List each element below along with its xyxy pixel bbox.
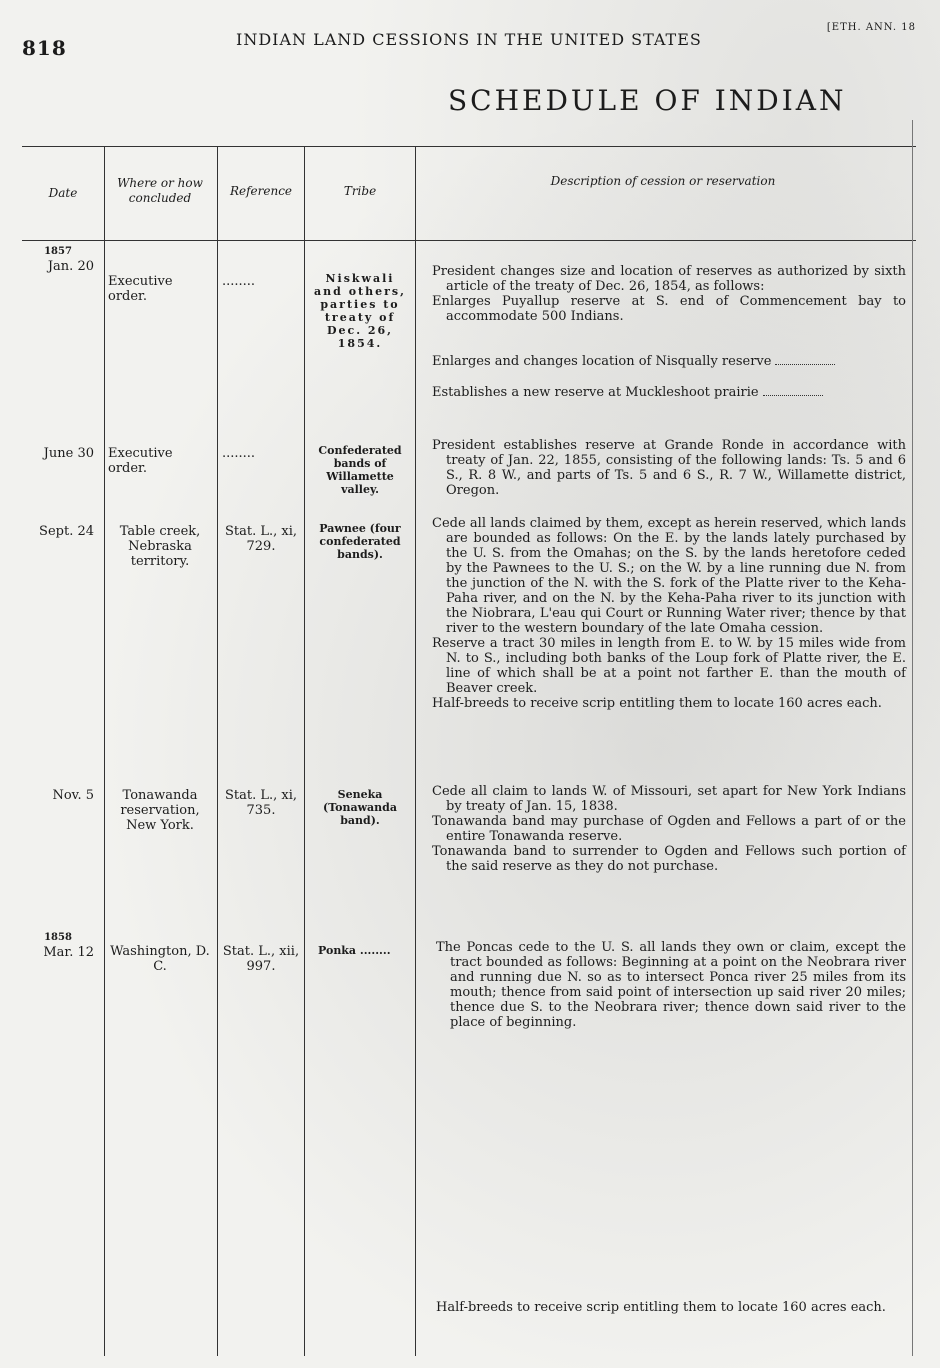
row-description xyxy=(432,438,906,498)
row-reference: ........ xyxy=(222,446,256,461)
col-header-description: Description of cession or reservation xyxy=(550,174,776,188)
row-reference: Stat. L., xi, 735. xyxy=(224,788,298,818)
description-paragraph: Cede all claim to lands W. of Missouri, set apart for New York Indians by treaty of Jan. 15, 1838. xyxy=(432,784,906,814)
row-tribe: Seneka (Tonawanda band). xyxy=(322,788,397,827)
column-divider xyxy=(217,146,218,1356)
row-description xyxy=(436,1300,910,1315)
row-date-text: Mar. 12 xyxy=(43,945,94,960)
col-header-reference: Reference xyxy=(229,184,293,198)
right-border xyxy=(912,120,913,1356)
row-description xyxy=(436,940,906,1030)
row-tribe: Niskwali and others, parties to treaty of Dec. 26, 1854. xyxy=(314,272,406,350)
table-top-rule xyxy=(22,146,916,147)
row-tribe: Pawnee (four confederated bands). xyxy=(319,522,401,561)
row-date xyxy=(22,244,94,274)
row-date: June 30 xyxy=(43,446,94,461)
row-date xyxy=(22,930,94,960)
row-description xyxy=(432,516,906,711)
schedule-title: SCHEDULE OF INDIAN xyxy=(448,84,847,117)
row-where: Table creek, Nebraska territory. xyxy=(119,524,201,569)
description-paragraph: President changes size and location of reserves as authorized by sixth article of the treaty of Dec. 26, 1854, as follows: xyxy=(432,264,906,294)
row-where: Tonawanda reservation, New York. xyxy=(120,788,200,833)
col-header-date: Date xyxy=(48,186,78,200)
row-tribe: Confederated bands of Willamette valley. xyxy=(318,444,402,496)
row-date: Nov. 5 xyxy=(52,788,94,803)
row-where: Executive order. xyxy=(108,274,173,304)
row-date: Sept. 24 xyxy=(39,524,94,539)
description-paragraph: Enlarges Puyallup reserve at S. end of Commencement bay to accommodate 500 Indians. xyxy=(432,294,906,324)
page-number: 818 xyxy=(22,36,67,60)
column-divider xyxy=(415,146,416,1356)
description-paragraph: Tonawanda band may purchase of Ogden and Fellows a part of or the entire Tonawanda reserve. xyxy=(432,814,906,844)
description-paragraph: Tonawanda band to surrender to Ogden and Fellows such portion of the said reserve as they do not purchase. xyxy=(432,844,906,874)
col-header-where: Where or how concluded xyxy=(117,176,203,205)
description-paragraph: Half-breeds to receive scrip entitling them to locate 160 acres each. xyxy=(436,1300,886,1315)
column-divider xyxy=(304,146,305,1356)
description-paragraph: The Poncas cede to the U. S. all lands they own or claim, except the tract bounded as follows: Beginning at a point on the Neobrara river and running due N. so as to intersect Ponca river 25 miles from its mouth; thence from said point of intersection up said river 20 miles; thence due S. to the Neobrara river; thence down said river to the place of beginning. xyxy=(436,940,906,1030)
col-header-tribe: Tribe xyxy=(343,184,377,198)
description-paragraph: Cede all lands claimed by them, except as herein reserved, which lands are bounded as follows: On the E. by the lands lately purchased by the U. S. from the Omahas; on the S. by the lands heretofore ceded by the Pawnees to the U. S.; on the W. by a line running due N. from the junction of the N. with the S. fork of the Platte river to the Keha-Paha river, and on the N. by the Keha-Paha river to its junction with the Niobrara, L'eau qui Court or Running Water river; thence by that river to the western boundary of the late Omaha cession. xyxy=(432,516,906,636)
description-paragraph: Half-breeds to receive scrip entitling them to locate 160 acres each. xyxy=(432,696,882,711)
description-paragraph: President establishes reserve at Grande Ronde in accordance with treaty of Jan. 22, 1855, consisting of the following lands: Ts. 5 and 6 S., R. 8 W., and parts of Ts. 5 and 6 S., R. 7 W., Willamette district, Oregon. xyxy=(432,438,906,498)
description-paragraph: Enlarges and changes location of Nisqually reserve xyxy=(432,354,906,369)
row-description xyxy=(432,784,906,874)
row-where: Washington, D. C. xyxy=(110,944,210,974)
row-date-text: Jan. 20 xyxy=(47,259,94,274)
row-reference: Stat. L., xii, 997. xyxy=(222,944,300,974)
row-year: 1857 xyxy=(44,246,72,257)
table-header-rule xyxy=(22,240,916,241)
description-paragraph: Establishes a new reserve at Muckleshoot prairie xyxy=(432,385,906,400)
description-paragraph: Reserve a tract 30 miles in length from E. to W. by 15 miles wide from N. to S., including both banks of the Loup fork of Platte river, the E. line of which shall be at a point not farther E. than the mouth of Beaver creek. xyxy=(432,636,906,696)
row-year: 1858 xyxy=(44,932,72,943)
row-reference: Stat. L., xi, 729. xyxy=(224,524,298,554)
row-where: Executive order. xyxy=(108,446,173,476)
annual-report-label: [ETH. ANN. 18 xyxy=(826,22,916,33)
running-head: INDIAN LAND CESSIONS IN THE UNITED STATES xyxy=(236,30,702,49)
row-reference: ........ xyxy=(222,274,256,289)
column-divider xyxy=(104,146,105,1356)
row-description xyxy=(432,264,906,400)
row-tribe: Ponka ........ xyxy=(318,944,391,957)
